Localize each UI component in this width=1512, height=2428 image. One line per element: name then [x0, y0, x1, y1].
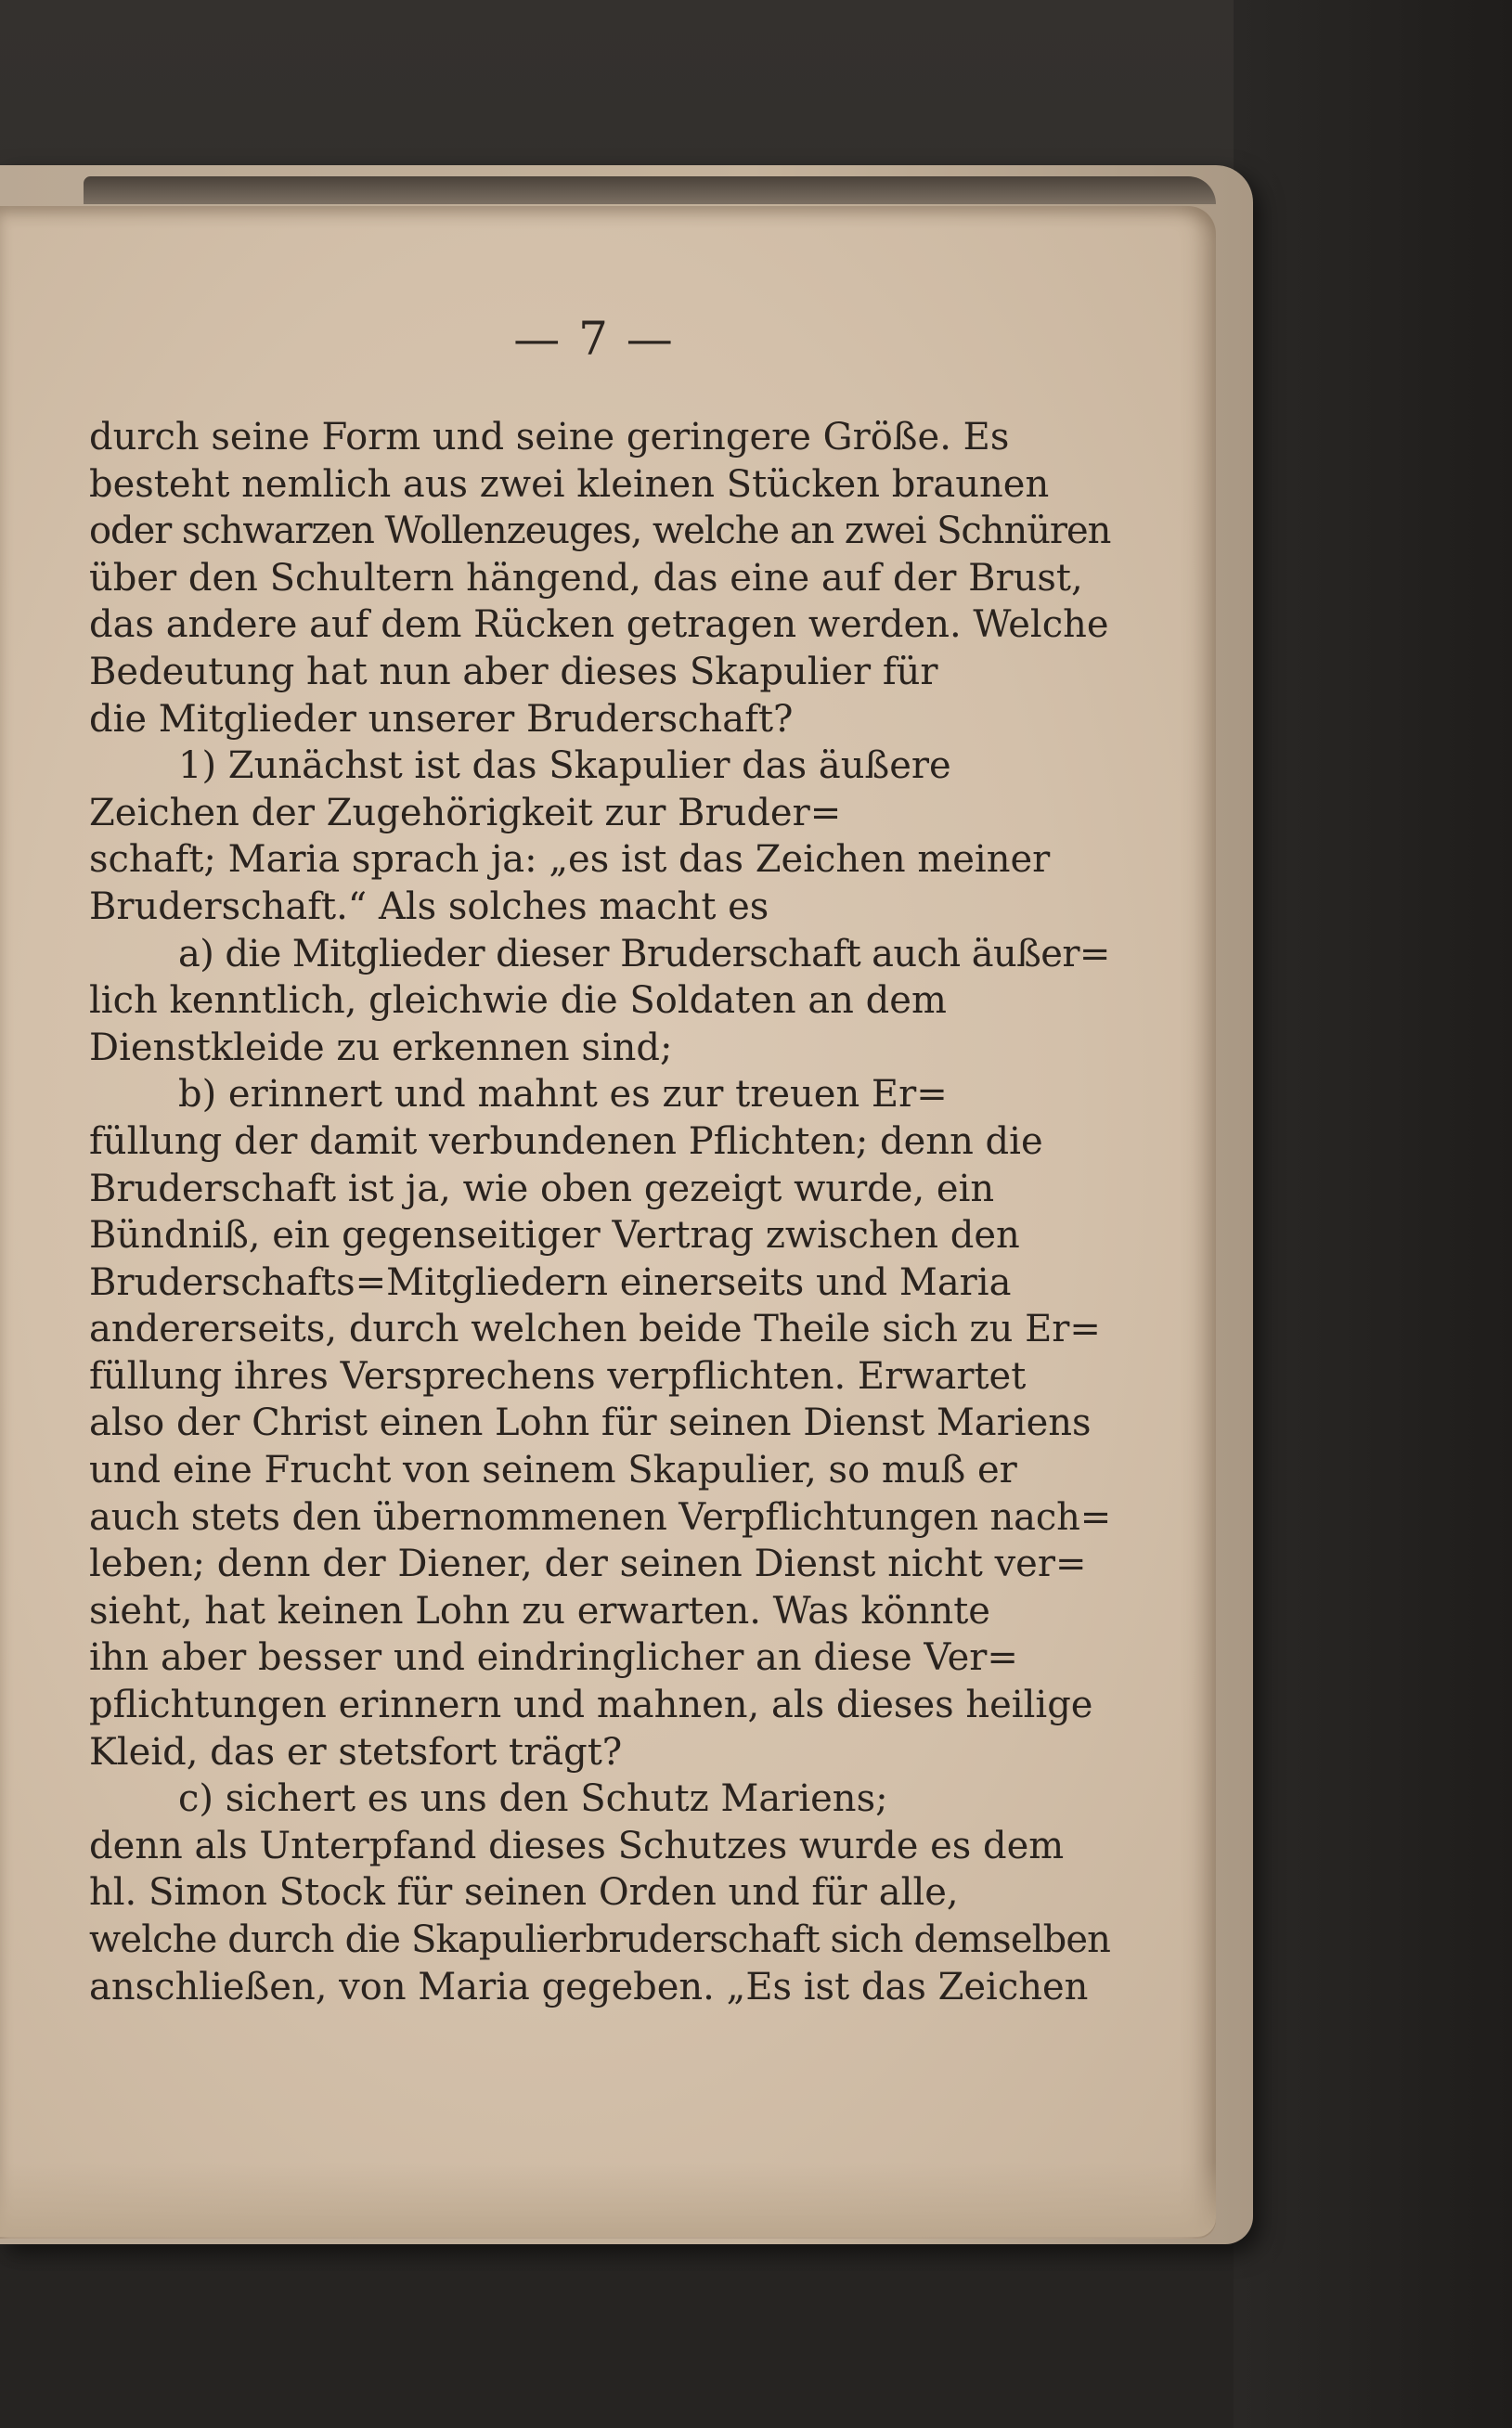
book-top-edge	[84, 176, 1216, 204]
text-line: c) sichert es uns den Schutz Mariens;	[178, 1777, 888, 1821]
text-line: lich kenntlich, gleichwie die Soldaten an dem	[89, 979, 947, 1023]
background-shadow	[1234, 0, 1512, 2428]
text-line: also der Christ einen Lohn für seinen Dienst Mariens	[89, 1401, 1092, 1445]
text-line: pflichtungen erinnern und mahnen, als dieses heilige	[89, 1684, 1093, 1727]
text-line: andererseits, durch welchen beide Theile sich zu Er=	[89, 1308, 1101, 1351]
text-line: auch stets den übernommenen Verpflichtungen nach=	[89, 1495, 1112, 1539]
text-line: die Mitglieder unserer Bruderschaft?	[89, 697, 794, 741]
text-line: welche durch die Skapulierbruderschaft sich demselben	[89, 1918, 1111, 1961]
text-line: hl. Simon Stock für seinen Orden und für alle,	[89, 1871, 959, 1915]
text-line: Kleid, das er stetsfort trägt?	[89, 1730, 623, 1774]
text-line: schaft; Maria sprach ja: „es ist das Zeichen meiner	[89, 838, 1051, 882]
text-line: Bruderschafts=Mitgliedern einerseits und Maria	[89, 1260, 1012, 1304]
text-line: Bruderschaft ist ja, wie oben gezeigt wurde, ein	[89, 1167, 995, 1210]
text-line: b) erinnert und mahnt es zur treuen Er=	[178, 1073, 948, 1117]
text-line: füllung der damit verbundenen Pflichten; denn die	[89, 1119, 1043, 1163]
text-line: oder schwarzen Wollenzeuges, welche an zwei Schnüren	[89, 510, 1111, 553]
text-line: besteht nemlich aus zwei kleinen Stücken braunen	[89, 462, 1050, 506]
text-line: leben; denn der Diener, der seinen Dienst nicht ver=	[89, 1543, 1087, 1586]
body-text	[89, 414, 1110, 2010]
text-line: durch seine Form und seine geringere Größe. Es	[89, 416, 1010, 458]
page-number: — 7 —	[513, 312, 675, 366]
text-line: ihn aber besser und eindringlicher an diese Ver=	[89, 1636, 1018, 1680]
text-line: denn als Unterpfand dieses Schutzes wurde es dem	[89, 1824, 1065, 1867]
text-line: a) die Mitglieder dieser Bruderschaft auch äußer=	[178, 932, 1110, 975]
page-bottom-shade	[0, 2163, 1216, 2237]
text-line: über den Schultern hängend, das eine auf der Brust,	[89, 556, 1083, 600]
text-line: Zeichen der Zugehörigkeit zur Bruder=	[89, 791, 842, 834]
text-line: anschließen, von Maria gegeben. „Es ist das Zeichen	[89, 1965, 1089, 2008]
text-line: und eine Frucht von seinem Skapulier, so muß er	[89, 1449, 1017, 1492]
text-line: sieht, hat keinen Lohn zu erwarten. Was könnte	[89, 1589, 990, 1633]
text-line: Bedeutung hat nun aber dieses Skapulier für	[89, 650, 938, 693]
text-line: das andere auf dem Rücken getragen werden. Welche	[89, 603, 1109, 647]
text-line: Bruderschaft.“ Als solches macht es	[89, 885, 769, 928]
text-line: Dienstkleide zu erkennen sind;	[89, 1026, 673, 1069]
text-line: Bündniß, ein gegenseitiger Vertrag zwischen den	[89, 1214, 1020, 1258]
text-line: füllung ihres Versprechens verpflichten. Erwartet	[89, 1354, 1027, 1398]
text-line: 1) Zunächst ist das Skapulier das äußere	[178, 744, 951, 788]
